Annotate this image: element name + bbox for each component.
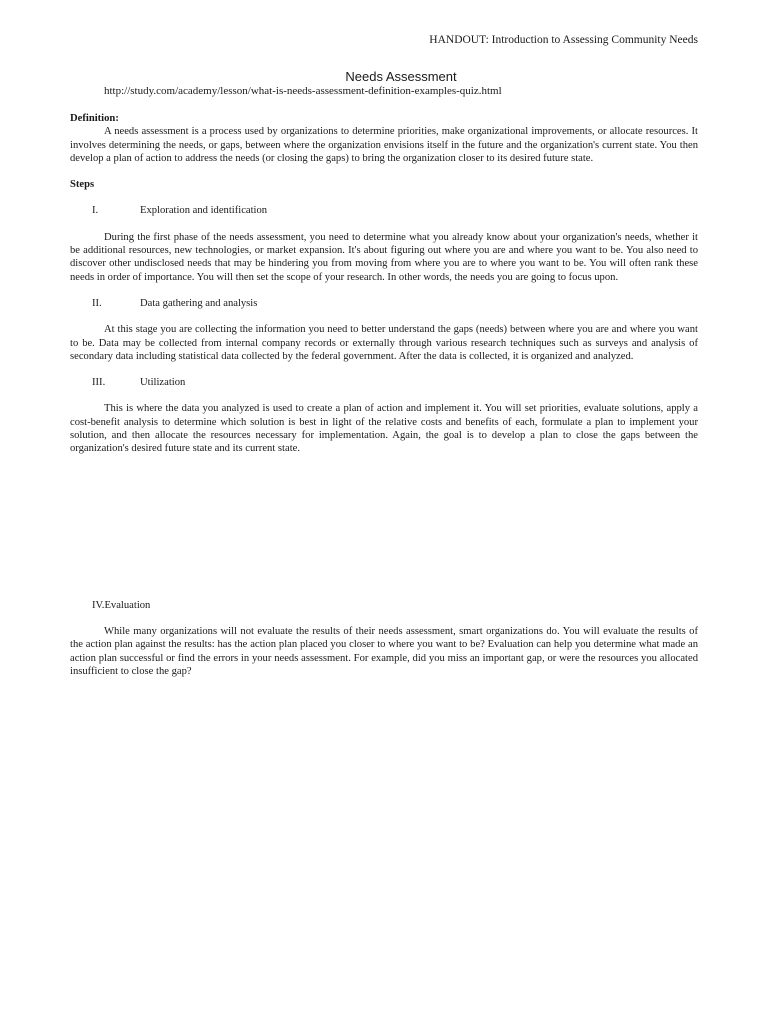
step-text-2: At this stage you are collecting the information you need to better understand the gaps (needs) between where you are and where you want to be. Data may be collected from internal company records or externally through various research techniques such as surveys and analysis of secondary data including statistical data collected by the federal government. After the data is collected, it is organized and analyzed. xyxy=(70,324,698,362)
evaluation-text: While many organizations will not evaluate the results of their needs assessment, smart organizations do. You will evaluate the results of the action plan against the results: has the action plan placed you closer to where you want to be? Evaluation can help you determine what made an action plan successful or find the errors in your needs assessment. For example, did you miss an important gap, or were the resources you allocated insufficient to close the gap? xyxy=(70,625,698,677)
definition-text: A needs assessment is a process used by organizations to determine priorities, make organizational improvements, or allocate resources. It involves determining the needs, or gaps, between where the organization envisions itself in the future and the organization's current state. You then develop a plan of action to address the needs (or closing the gaps) to bring the organization closer to its desired future state. xyxy=(70,126,698,164)
step-numeral: II. xyxy=(92,297,102,309)
step-numeral: I. xyxy=(92,205,99,217)
step-heading-2 xyxy=(70,297,698,310)
step-numeral: III. xyxy=(92,377,106,389)
step-heading-3 xyxy=(70,376,698,389)
step-text-1: During the first phase of the needs assessment, you need to determine what you already know about your organization's needs, whether it be additional resources, new technologies, or market expansion. It's about figuring out where you are and where you want to be. You also need to discover other undisclosed needs that may be hindering you from moving from where you are to where you want to be. You will often rank these needs in order of importance. You will then set the scope of your research. In other words, the needs you are going to focus upon. xyxy=(70,231,698,283)
step-title: Utilization xyxy=(140,377,186,389)
source-url[interactable]: http://study.com/academy/lesson/what-is-needs-assessment-definition-examples-quiz.html xyxy=(104,85,502,97)
document-body xyxy=(70,112,698,678)
step-heading-1 xyxy=(70,204,698,217)
step-text-3: This is where the data you analyzed is used to create a plan of action and implement it. You will set priorities, evaluate solutions, apply a cost-benefit analysis to determine which solution is best in light of the relative costs and benefits of each, formulate a plan to implement your solution, and then allocate the resources necessary for implementation. Again, the goal is to develop a plan to close the gaps between the organization's desired future state and its current state. xyxy=(70,403,698,455)
definition-heading: Definition: xyxy=(70,113,119,124)
handout-header: HANDOUT: Introduction to Assessing Community Needs xyxy=(429,34,698,46)
step-title: Exploration and identification xyxy=(140,205,268,217)
evaluation-heading: IV.Evaluation xyxy=(92,599,151,611)
steps-heading: Steps xyxy=(70,179,95,191)
step-title: Data gathering and analysis xyxy=(140,297,258,309)
page-title: Needs Assessment xyxy=(345,69,457,84)
